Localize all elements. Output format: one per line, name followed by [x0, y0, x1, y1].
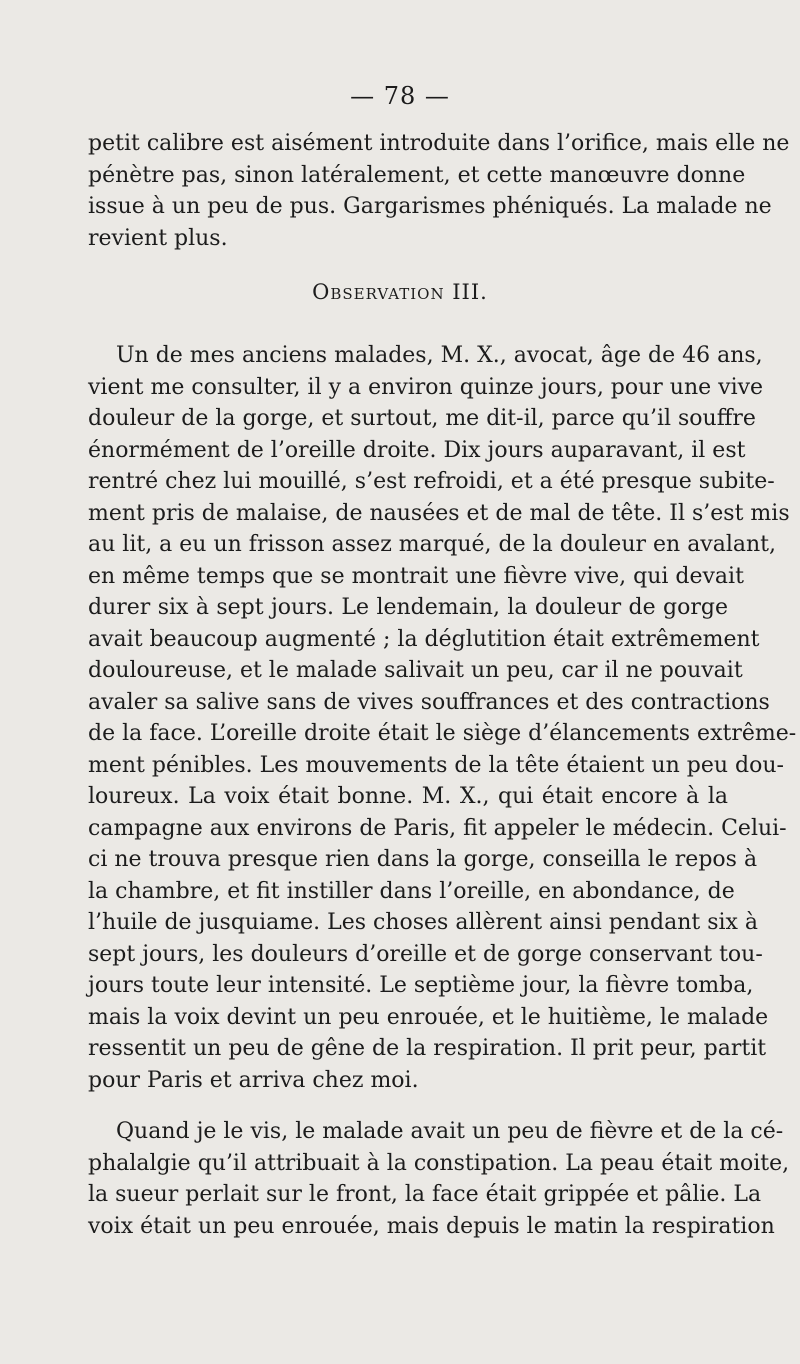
text-line: la sueur perlait sur le front, la face était grippée et pâlie. La	[88, 1182, 762, 1207]
text-line: douloureuse, et le malade salivait un peu, car il ne pouvait	[88, 658, 743, 683]
text-line: revient plus.	[88, 225, 228, 251]
paragraph-intro	[88, 128, 790, 254]
text-line: phalalgie qu’il attribuait à la constipation. La peau était moite,	[88, 1150, 790, 1176]
text-line: la chambre, et fit instiller dans l’oreille, en abondance, de	[88, 878, 735, 904]
text-line: vient me consulter, il y a environ quinze jours, pour une vive	[88, 374, 764, 400]
text-line: avaler sa salive sans de vives souffrances et des contractions	[88, 689, 770, 715]
page-number: — 78 —	[350, 82, 450, 110]
text-line: sept jours, les douleurs d’oreille et de gorge conservant tou-	[88, 941, 763, 967]
text-line: douleur de la gorge, et surtout, me dit-il, parce qu’il souffre	[88, 406, 756, 431]
section-heading: Observation III.	[312, 280, 488, 304]
text-line: avait beaucoup augmenté ; la déglutition était extrêmement	[88, 626, 760, 652]
text-line: pénètre pas, sinon latéralement, et cette manœuvre donne	[88, 162, 746, 188]
text-line: issue à un peu de pus. Gargarismes phéniqués. La malade ne	[88, 194, 772, 219]
text-line: Un de mes anciens malades, M. X., avocat, âge de 46 ans,	[116, 343, 763, 368]
text-line: ressentit un peu de gêne de la respiration. Il prit peur, partit	[88, 1036, 767, 1061]
text-line: énormément de l’oreille droite. Dix jours auparavant, il est	[88, 437, 746, 463]
text-line: Quand je le vis, le malade avait un peu de fièvre et de la cé-	[116, 1119, 784, 1144]
text-line: jours toute leur intensité. Le septième jour, la fièvre tomba,	[88, 973, 754, 998]
text-line: l’huile de jusquiame. Les choses allèrent ainsi pendant six à	[88, 910, 759, 935]
text-line: petit calibre est aisément introduite dans l’orifice, mais elle ne	[88, 131, 790, 156]
text-line: durer six à sept jours. Le lendemain, la douleur de gorge	[88, 595, 728, 620]
paragraph-visit	[88, 1116, 790, 1242]
text-line: en même temps que se montrait une fièvre vive, qui devait	[88, 563, 744, 589]
text-line: campagne aux environs de Paris, fit appeler le médecin. Celui-	[88, 815, 787, 841]
paragraph-observation	[88, 340, 797, 1096]
text-line: mais la voix devint un peu enrouée, et le huitième, le malade	[88, 1004, 769, 1030]
text-line: loureux. La voix était bonne. M. X., qui était encore à la	[88, 784, 728, 809]
text-line: au lit, a eu un frisson assez marqué, de la douleur en avalant,	[88, 532, 777, 557]
text-line: de la face. L’oreille droite était le siège d’élancements extrême-	[88, 721, 797, 746]
text-line: ment pris de malaise, de nausées et de mal de tête. Il s’est mis	[88, 500, 790, 526]
text-line: ci ne trouva presque rien dans la gorge, conseilla le repos à	[88, 847, 758, 872]
text-line: pour Paris et arriva chez moi.	[88, 1067, 419, 1093]
text-line: ment pénibles. Les mouvements de la tête étaient un peu dou-	[88, 752, 784, 778]
text-line: rentré chez lui mouillé, s’est refroidi, et a été presque subite-	[88, 469, 775, 494]
text-line: voix était un peu enrouée, mais depuis le matin la respiration	[88, 1213, 775, 1239]
